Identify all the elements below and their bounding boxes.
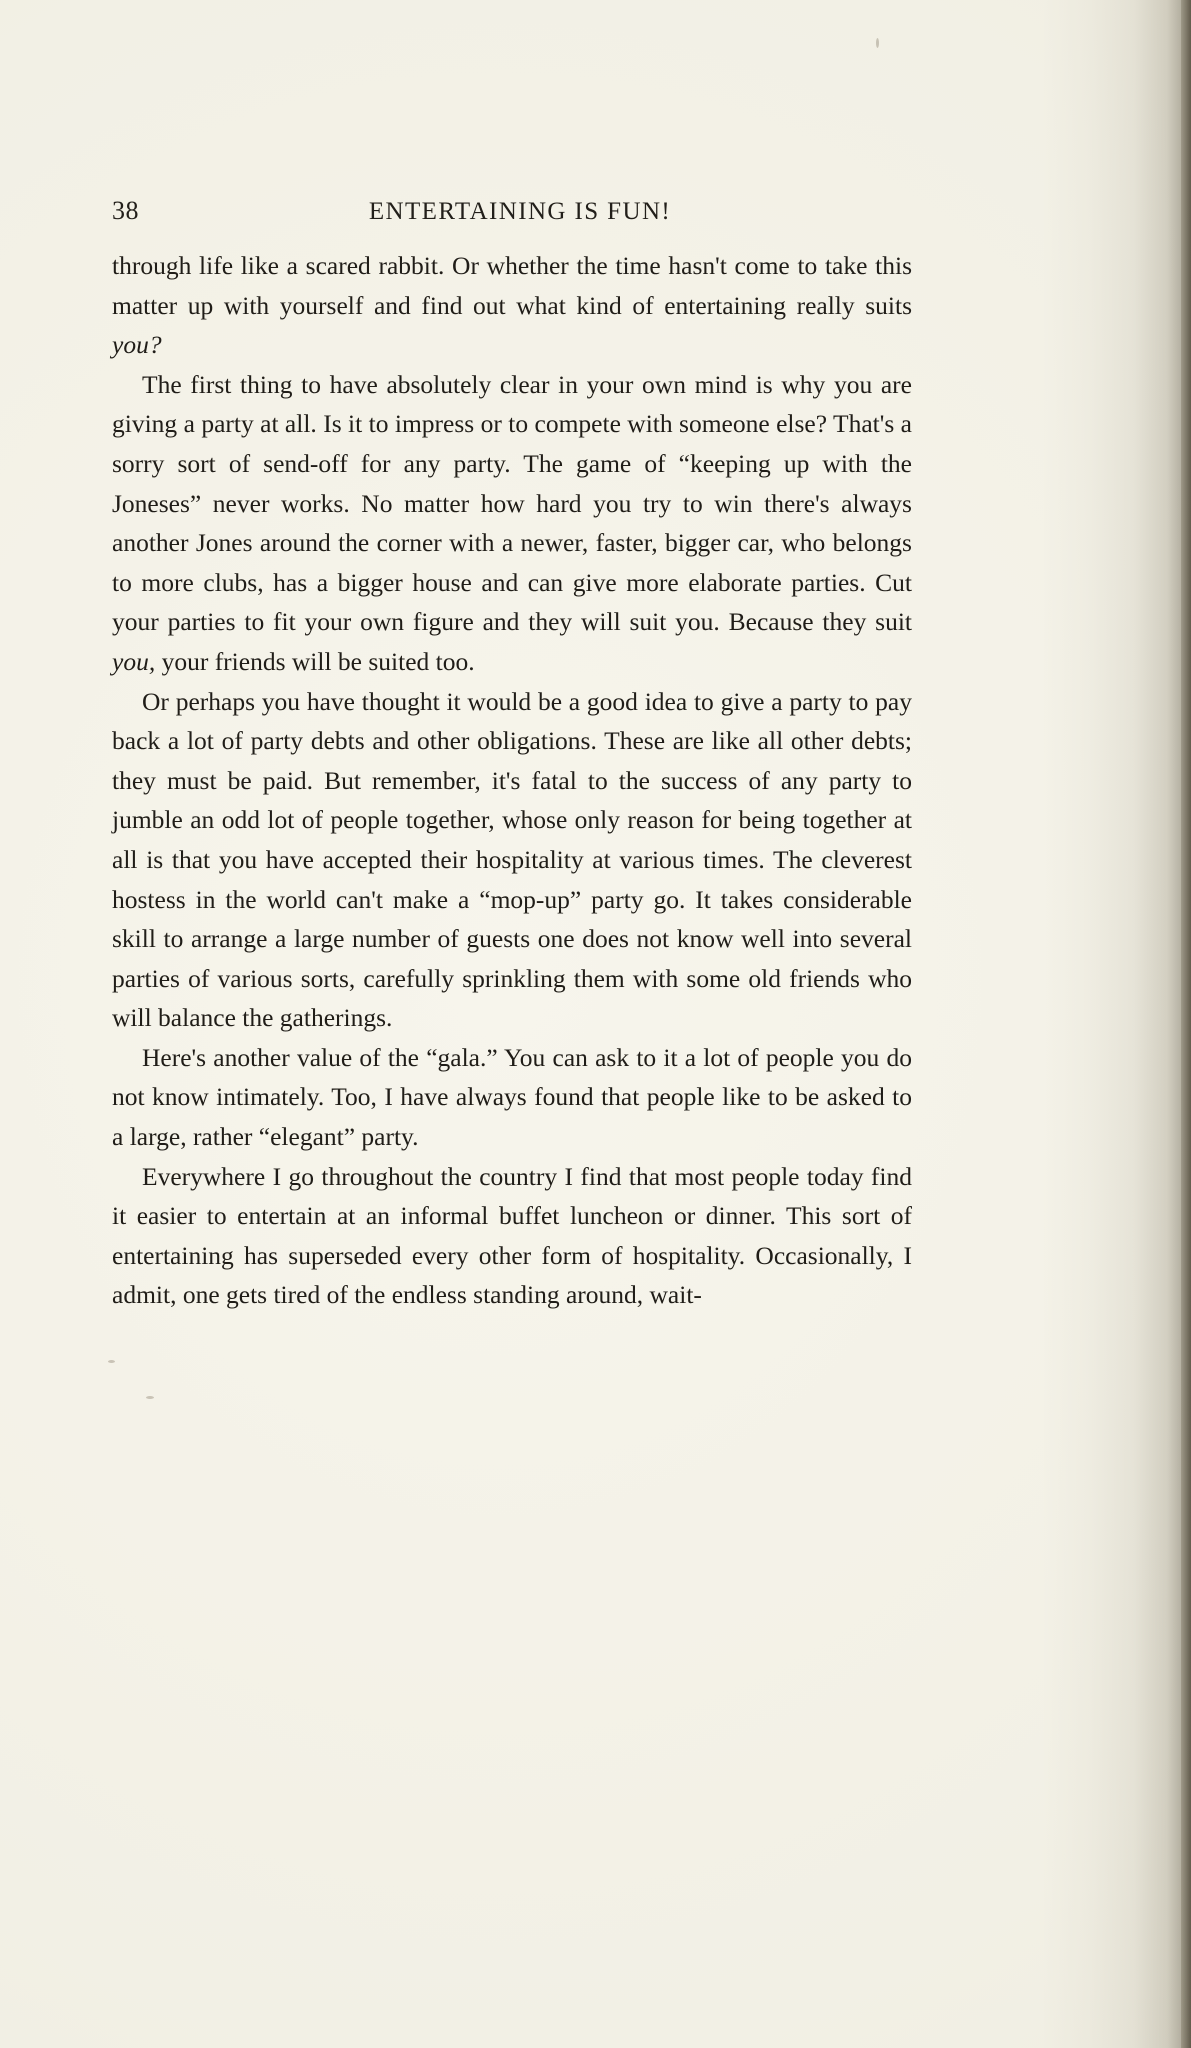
par-first-thing: The first thing to have absolutely clear in your own mind is why you are giving a party at all. Is it to impress or to compete with someone else? That's a sorry sort of send-off for any party. The game of “keeping up with the Joneses” never works. No matter how hard you try to win there's always another Jones around the corner with a newer, faster, bigger car, who belongs to more clubs, has a bigger house and can give more elaborate parties. Cut your parties to fit your own figure and they will suit you. Because they suit you, your friends will be suited too. [112, 369, 912, 676]
par-everywhere: Everywhere I go throughout the country I find that most people today find it easier to entertain at an informal buffet luncheon or dinner. This sort of entertaining has superseded every other form of hospitality. Occasionally, I admit, one gets tired of the endless standing around, wait- [112, 1161, 912, 1310]
par-party-debts: Or perhaps you have thought it would be a good idea to give a party to pay back a lot of party debts and other obligations. These are like all other debts; they must be paid. But remember, it's fatal to the success of any party to jumble an odd lot of people together, whose only reason for being together at all is that you have accepted their hospitality at various times. The cleverest hostess in the world can't make a “mop-up” party go. It takes considerable skill to arrange a large number of guests one does not know well into several parties of various sorts, carefully sprinkling them with some old friends who will balance the gatherings. [112, 686, 912, 1033]
book-title-header: ENTERTAINING IS FUN! [368, 198, 672, 225]
body-text [112, 246, 912, 1315]
par-continued: through life like a scared rabbit. Or whether the time hasn't come to take this matter up with yourself and find out what kind of entertaining really suits you? [112, 251, 912, 360]
page-text-block [112, 196, 912, 1315]
page-number: 38 [112, 196, 139, 225]
par-gala: Here's another value of the “gala.” You can ask to it a lot of people you do not know intimately. Too, I have always found that people like to be asked to a large, rather “elegant” party. [112, 1042, 912, 1152]
running-head [112, 196, 912, 230]
